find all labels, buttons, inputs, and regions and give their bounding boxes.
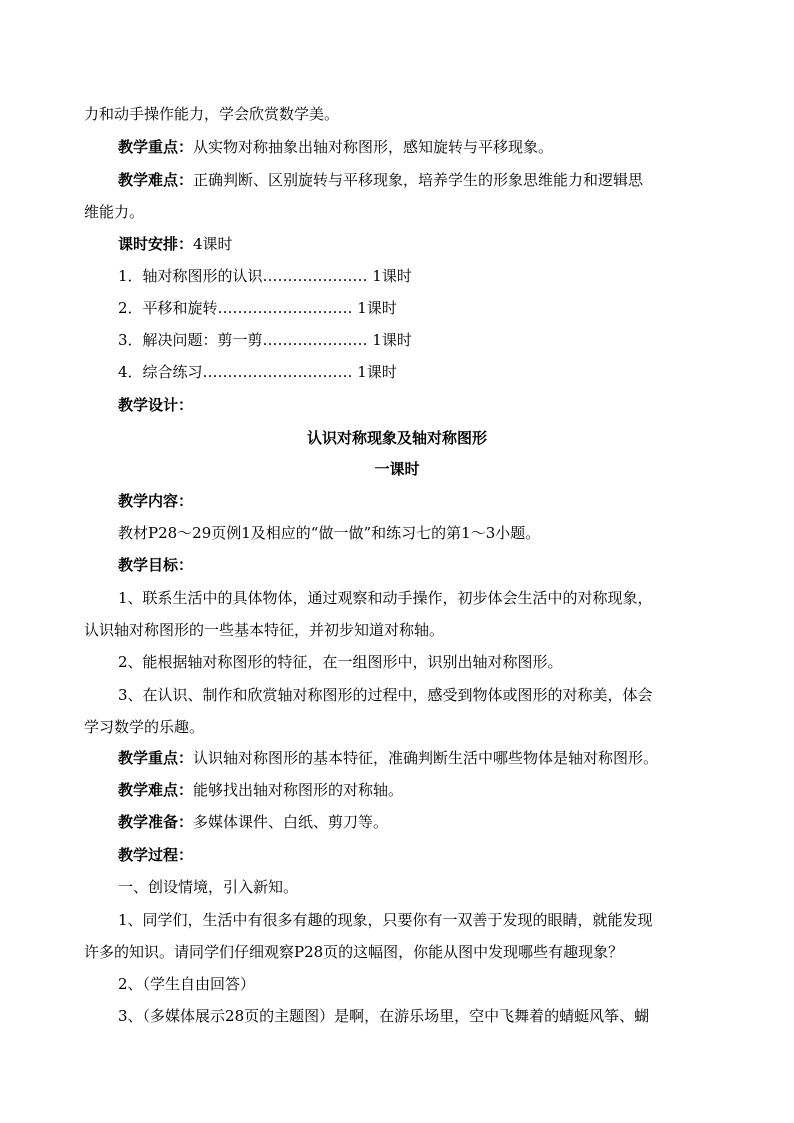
paragraph-line: 教材P28～29页例1及相应的“做一做”和练习七的第1～3小题。 <box>118 524 541 542</box>
goal-item-continued: 认识轴对称图形的一些基本特征，并初步知道对称轴。 <box>84 621 445 639</box>
preparation-label: 教学准备： <box>118 813 194 831</box>
lesson-title: 认识对称现象及轴对称图形 <box>306 429 487 447</box>
content-label: 教学内容： <box>118 492 194 510</box>
goal-item: 1、联系生活中的具体物体，通过观察和动手操作，初步体会生活中的对称现象， <box>118 589 653 607</box>
schedule-line <box>0 234 794 254</box>
preparation-line <box>0 812 794 832</box>
paragraph-line: 2、（学生自由回答） <box>118 975 256 993</box>
preparation-text: 多媒体课件、白纸、剪刀等。 <box>193 813 389 831</box>
process-label: 教学过程： <box>118 846 194 864</box>
schedule-item: 1．轴对称图形的认识………………… 1课时 <box>118 267 412 285</box>
paragraph-line: 维能力。 <box>84 203 145 221</box>
key-point-line <box>0 137 794 157</box>
difficulty-label: 教学难点： <box>118 171 194 189</box>
goal-item-continued: 学习数学的乐趣。 <box>84 718 205 736</box>
paragraph-line: 1、同学们，生活中有很多有趣的现象，只要你有一双善于发现的眼睛，就能发现 <box>118 911 653 929</box>
design-heading <box>0 395 794 415</box>
lesson-subtitle: 一课时 <box>374 460 420 478</box>
process-heading <box>0 845 794 865</box>
goal-item: 2、能根据轴对称图形的特征，在一组图形中，识别出轴对称图形。 <box>118 653 563 671</box>
goals-heading <box>0 555 794 575</box>
difficulty-text: 能够找出轴对称图形的对称轴。 <box>193 781 404 799</box>
difficulty-line <box>0 780 794 800</box>
design-label: 教学设计： <box>118 396 194 414</box>
key-point-text: 从实物对称抽象出轴对称图形，感知旋转与平移现象。 <box>193 138 554 156</box>
schedule-label: 课时安排： <box>118 235 194 253</box>
schedule-item: 3．解决问题：剪一剪………………… 1课时 <box>118 331 412 349</box>
paragraph-line: 3、（多媒体展示28页的主题图）是啊，在游乐场里，空中飞舞着的蜻蜓风筝、蝴 <box>118 1007 650 1025</box>
key-point-text: 认识轴对称图形的基本特征，准确判断生活中哪些物体是轴对称图形。 <box>193 749 659 767</box>
difficulty-label: 教学难点： <box>118 781 194 799</box>
schedule-text: 4课时 <box>193 235 233 253</box>
key-point-label: 教学重点： <box>118 138 194 156</box>
section-heading: 一、创设情境，引入新知。 <box>118 878 299 896</box>
paragraph-line: 许多的知识。请同学们仔细观察P28页的这幅图，你能从图中发现哪些有趣现象？ <box>84 943 624 961</box>
key-point-line <box>0 748 794 768</box>
content-heading <box>0 491 794 511</box>
key-point-label: 教学重点： <box>118 749 194 767</box>
goals-label: 教学目标： <box>118 556 194 574</box>
schedule-item: 4．综合练习………………………… 1课时 <box>118 363 397 381</box>
paragraph-line: 力和动手操作能力，学会欣赏数学美。 <box>84 105 340 123</box>
difficulty-text: 正确判断、区别旋转与平移现象，培养学生的形象思维能力和逻辑思 <box>193 171 644 189</box>
goal-item: 3、在认识、制作和欣赏轴对称图形的过程中，感受到物体或图形的对称美，体会 <box>118 686 653 704</box>
schedule-item: 2．平移和旋转……………………… 1课时 <box>118 299 397 317</box>
difficulty-line <box>0 170 794 190</box>
